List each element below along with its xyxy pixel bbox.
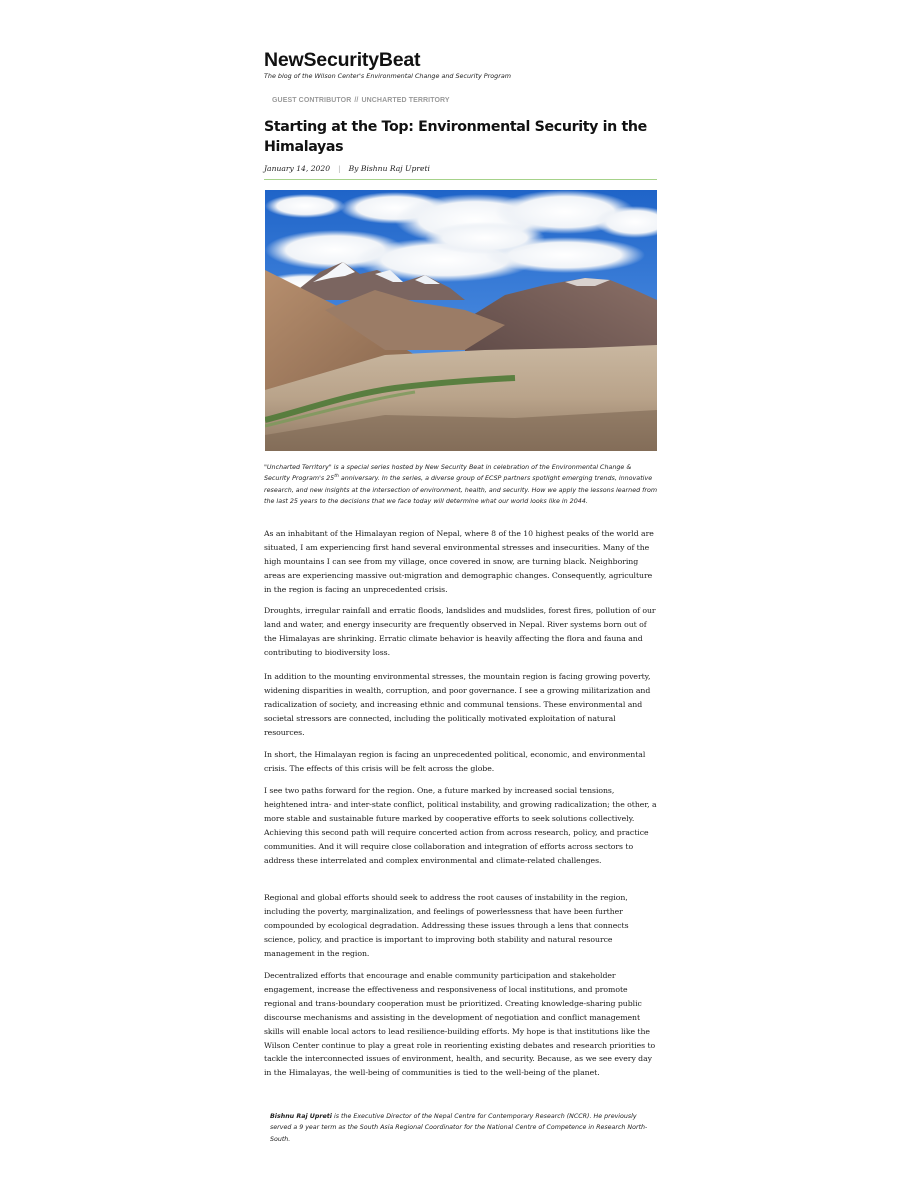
site-title[interactable]: NewSecurityBeat (264, 49, 421, 71)
body-paragraph: In short, the Himalayan region is facing an unprecedented political, economic, and environmental crisis. The effects of this crisis will be felt across the globe. (264, 750, 646, 773)
body-paragraph: Decentralized efforts that encourage and enable community participation and stakeholder engagement, increase the effectiveness and responsiveness of local institutions, and promote regional and trans-boundary cooperation must be prioritized. Creating knowledge-sharing public discourse mechanisms and assisting in the development of negotiation and conflict management skills will enable local actors to lead resilience-building efforts. My hope is that institutions like the Wilson Center continue to play a great role in reorienting existing debates and research priorities to tackle the interconnected issues of environment, health, and security. Because, as we see every day in the Himalayas, the well-being of communities is tied to the well-being of the planet. (264, 971, 656, 1078)
category-guest-contributor[interactable]: GUEST CONTRIBUTOR (272, 97, 352, 104)
category-breadcrumb (272, 97, 450, 104)
ordinal-suffix: th (334, 474, 339, 480)
article-headline: Starting at the Top: Environmental Security in the Himalayas (264, 119, 647, 155)
category-separator: // (354, 97, 359, 104)
header-divider (264, 179, 657, 180)
body-paragraph: Droughts, irregular rainfall and erratic floods, landslides and mudslides, forest fires, pollution of our land and water, and energy insecurity are frequently observed in Nepal. River systems born out of the Himalayas are shrinking. Erratic climate behavior is heavily affecting the flora and fauna and contributing to biodiversity loss. (264, 606, 656, 657)
article-date: January 14, 2020 (264, 164, 331, 173)
body-paragraph: As an inhabitant of the Himalayan region of Nepal, where 8 of the 10 highest peaks of the world are situated, I am experiencing first hand several environmental stresses and insecurities. Many of the high mountains I can see from my village, once covered in snow, are turning black. Neighboring areas are experiencing massive out-migration and demographic changes. Consequently, agriculture in the region is facing an unprecedented crisis. (264, 529, 654, 594)
series-note: "Uncharted Territory" is a special series hosted by New Security Beat in celebration of the Environmental Change & Security Program's 25th anniversary. In the series, a diverse group of ECSP partners spotlight emerging trends, innovative research, and new insights at the intersection of environment, health, and security. How we apply the lessons learned from the last 25 years to the decisions that we face today will determine what our world looks like in 2044. (264, 464, 658, 505)
category-uncharted-territory[interactable]: UNCHARTED TERRITORY (361, 97, 450, 104)
site-tagline: The blog of the Wilson Center's Environmental Change and Security Program (264, 72, 511, 80)
body-paragraph: In addition to the mounting environmental stresses, the mountain region is facing growing poverty, widening disparities in wealth, corruption, and poor governance. I see a growing militarization and radicalization of society, and increasing ethnic and communal tensions. These environmental and societal stressors are connected, including the politically motivated exploitation of natural resources. (264, 672, 651, 737)
hero-image (265, 190, 657, 451)
meta-separator: | (338, 164, 341, 173)
author-bio: Bishnu Raj Upreti is the Executive Director of the Nepal Centre for Contemporary Research (NCCR). He previously served a 9 year term as the South Asia Regional Coordinator for the National Centre of Competence in Research North-South. (270, 1113, 648, 1143)
body-paragraph: I see two paths forward for the region. One, a future marked by increased social tensions, heightened intra- and inter-state conflict, political instability, and growing radicalization; the other, a more stable and sustainable future marked by cooperative efforts to seek solutions collectively. Achieving this second path will require concerted action from across research, policy, and practice communities. And it will require close collaboration and integration of efforts across sectors to address these interrelated and complex environmental and climate-related challenges. (264, 786, 657, 865)
article-byline[interactable]: By Bishnu Raj Upreti (348, 164, 430, 173)
body-paragraph: Regional and global efforts should seek to address the root causes of instability in the region, including the poverty, marginalization, and feelings of powerlessness that have been further compounded by ecological degradation. Addressing these issues through a lens that connects science, policy, and practice is important to improving both stability and natural resource management in the region. (264, 893, 629, 958)
author-bio-name: Bishnu Raj Upreti (270, 1113, 332, 1120)
article-meta (264, 164, 430, 173)
